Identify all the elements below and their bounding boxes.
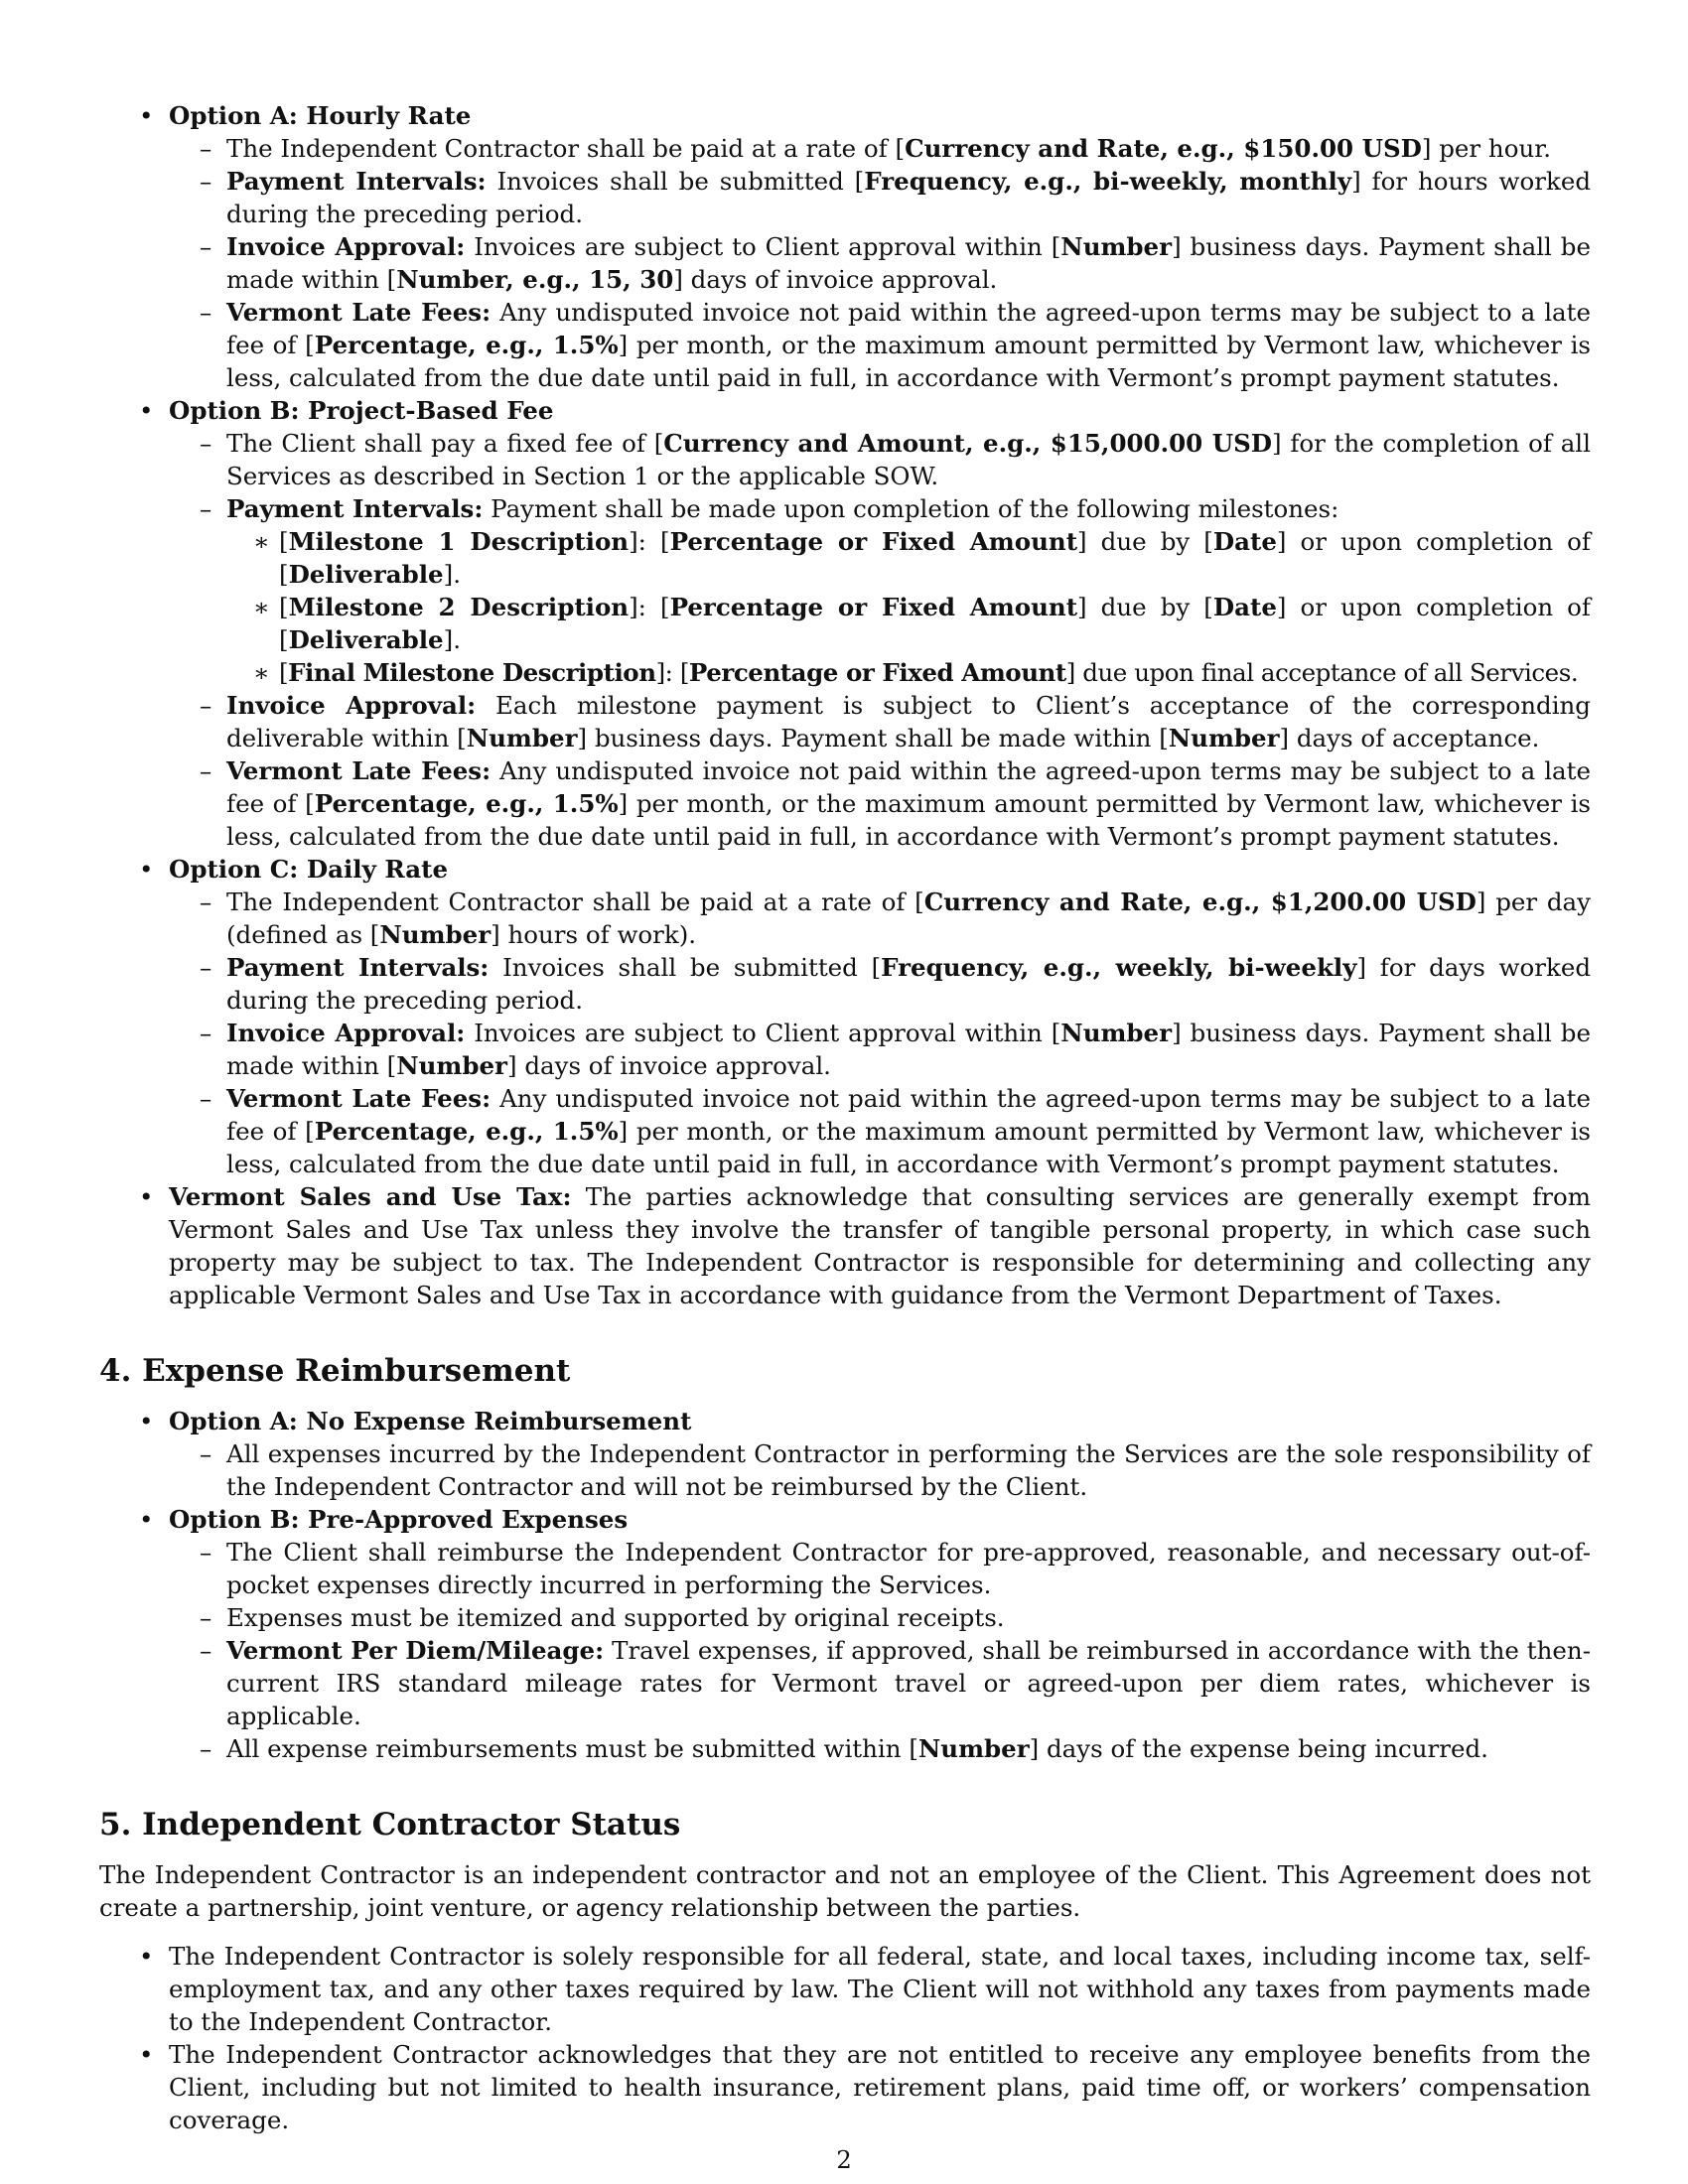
option-title: Option C: Daily Rate: [169, 855, 449, 884]
list-item: ∗ [Final Milestone Description]: [Percentage or Fixed Amount] due upon final acceptance of all Services.: [226, 656, 1591, 689]
list-item: – Invoice Approval: Invoices are subject to Client approval within [Number] business days. Payment shall be made within [Number] days of invoice approval.: [169, 1017, 1591, 1082]
list-item: [99, 853, 1591, 1180]
list-item: • Vermont Sales and Use Tax: The parties acknowledge that consulting services are generally exempt from Vermont Sales and Use Tax unless they involve the transfer of tangible personal property, in which case such property may be subject to tax. The Independent Contractor is responsible for determining and collecting any applicable Vermont Sales and Use Tax in accordance with guidance from the Vermont Department of Taxes.: [99, 1180, 1591, 1311]
list-item: ∗ [Milestone 2 Description]: [Percentage or Fixed Amount] due by [Date] or upon completion of [Deliverable].: [226, 591, 1591, 656]
list-item: [99, 1405, 1591, 1503]
sub-list: [169, 1437, 1591, 1503]
section-heading-contractor-status: 5. Independent Contractor Status: [99, 1807, 681, 1843]
sub-list: [169, 427, 1591, 853]
document-page: [99, 99, 1591, 2136]
sub-list: [169, 1536, 1591, 1765]
page-number: 2: [836, 2145, 852, 2174]
list-item: – Vermont Late Fees: Any undisputed invoice not paid within the agreed-upon terms may be subject to a late fee of [Percentage, e.g., 1.5%] per month, or the maximum amount permitted by Vermont law, whichever is less, calculated from the due date until paid in full, in accordance with Vermont’s prompt payment statutes.: [169, 754, 1591, 853]
list-item: – Vermont Late Fees: Any undisputed invoice not paid within the agreed-upon terms may be subject to a late fee of [Percentage, e.g., 1.5%] per month, or the maximum amount permitted by Vermont law, whichever is less, calculated from the due date until paid in full, in accordance with Vermont’s prompt payment statutes.: [169, 1082, 1591, 1180]
list-item: – Payment Intervals: Invoices shall be submitted [Frequency, e.g., weekly, bi-weekly] for days worked during the preceding period.: [169, 951, 1591, 1017]
status-list: [99, 1940, 1591, 2136]
option-title: Option B: Pre-Approved Expenses: [169, 1505, 629, 1534]
list-item: [99, 1503, 1591, 1765]
option-title: Option A: Hourly Rate: [169, 101, 472, 130]
milestone-list: [226, 525, 1591, 689]
list-item: – Vermont Per Diem/Mileage: Travel expenses, if approved, shall be reimbursed in accordance with the then-current IRS standard mileage rates for Vermont travel or agreed-upon per diem rates, whichever is applicable.: [169, 1634, 1591, 1732]
section-heading-expense-reimbursement: 4. Expense Reimbursement: [99, 1353, 571, 1389]
option-title: Option B: Project-Based Fee: [169, 396, 554, 425]
list-item: – Payment Intervals: Payment shall be made upon completion of the following milestones: ∗ [Milestone 1 Description]: [Percentage or Fixed Amount] due by [Date] or upon completion of [Deliverable]. ∗ [Milestone 2 Description]: [Percentage or Fixed Amount] due by [Date] or upon completion of [Deliverable]. ∗ [Final Milestone Description]: [Percentage or Fixed Amount] due upon final acceptance of all Services.: [169, 492, 1591, 689]
list-item: – The Client shall pay a fixed fee of [Currency and Amount, e.g., $15,000.00 USD] for the completion of all Services as described in Section 1 or the applicable SOW.: [169, 427, 1591, 492]
list-item: – All expenses incurred by the Independent Contractor in performing the Services are the sole responsibility of the Independent Contractor and will not be reimbursed by the Client.: [169, 1437, 1591, 1503]
list-item: – Invoice Approval: Invoices are subject to Client approval within [Number] business days. Payment shall be made within [Number, e.g., 15, 30] days of invoice approval.: [169, 230, 1591, 296]
status-intro-paragraph: The Independent Contractor is an independent contractor and not an employee of the Client. This Agreement does not create a partnership, joint venture, or agency relationship between the parties.: [99, 1860, 1591, 1922]
expense-options-list: [99, 1405, 1591, 1765]
list-item: – All expense reimbursements must be submitted within [Number] days of the expense being incurred.: [169, 1732, 1591, 1765]
list-item: [99, 394, 1591, 853]
option-title: Option A: No Expense Reimbursement: [169, 1407, 692, 1435]
list-item: – The Independent Contractor shall be paid at a rate of [Currency and Rate, e.g., $150.00 USD] per hour.: [169, 132, 1591, 165]
list-item: – Vermont Late Fees: Any undisputed invoice not paid within the agreed-upon terms may be subject to a late fee of [Percentage, e.g., 1.5%] per month, or the maximum amount permitted by Vermont law, whichever is less, calculated from the due date until paid in full, in accordance with Vermont’s prompt payment statutes.: [169, 296, 1591, 394]
list-item: – The Client shall reimburse the Independent Contractor for pre-approved, reasonable, and necessary out-of-pocket expenses directly incurred in performing the Services.: [169, 1536, 1591, 1601]
sub-list: [169, 132, 1591, 394]
list-item: ∗ [Milestone 1 Description]: [Percentage or Fixed Amount] due by [Date] or upon completion of [Deliverable].: [226, 525, 1591, 591]
list-item: – Expenses must be itemized and supported by original receipts.: [169, 1601, 1591, 1634]
list-item: [99, 99, 1591, 394]
payment-options-list: [99, 99, 1591, 1311]
list-item: – Payment Intervals: Invoices shall be submitted [Frequency, e.g., bi-weekly, monthly] for hours worked during the preceding period.: [169, 165, 1591, 230]
list-item: – Invoice Approval: Each milestone payment is subject to Client’s acceptance of the corresponding deliverable within [Number] business days. Payment shall be made within [Number] days of acceptance.: [169, 689, 1591, 754]
list-item: • The Independent Contractor acknowledges that they are not entitled to receive any employee benefits from the Client, including but not limited to health insurance, retirement plans, paid time off, or workers’ compensation coverage.: [99, 2038, 1591, 2136]
sub-list: [169, 886, 1591, 1180]
list-item: • The Independent Contractor is solely responsible for all federal, state, and local taxes, including income tax, self-employment tax, and any other taxes required by law. The Client will not withhold any taxes from payments made to the Independent Contractor.: [99, 1940, 1591, 2038]
list-item: – The Independent Contractor shall be paid at a rate of [Currency and Rate, e.g., $1,200.00 USD] per day (defined as [Number] hours of work).: [169, 886, 1591, 951]
